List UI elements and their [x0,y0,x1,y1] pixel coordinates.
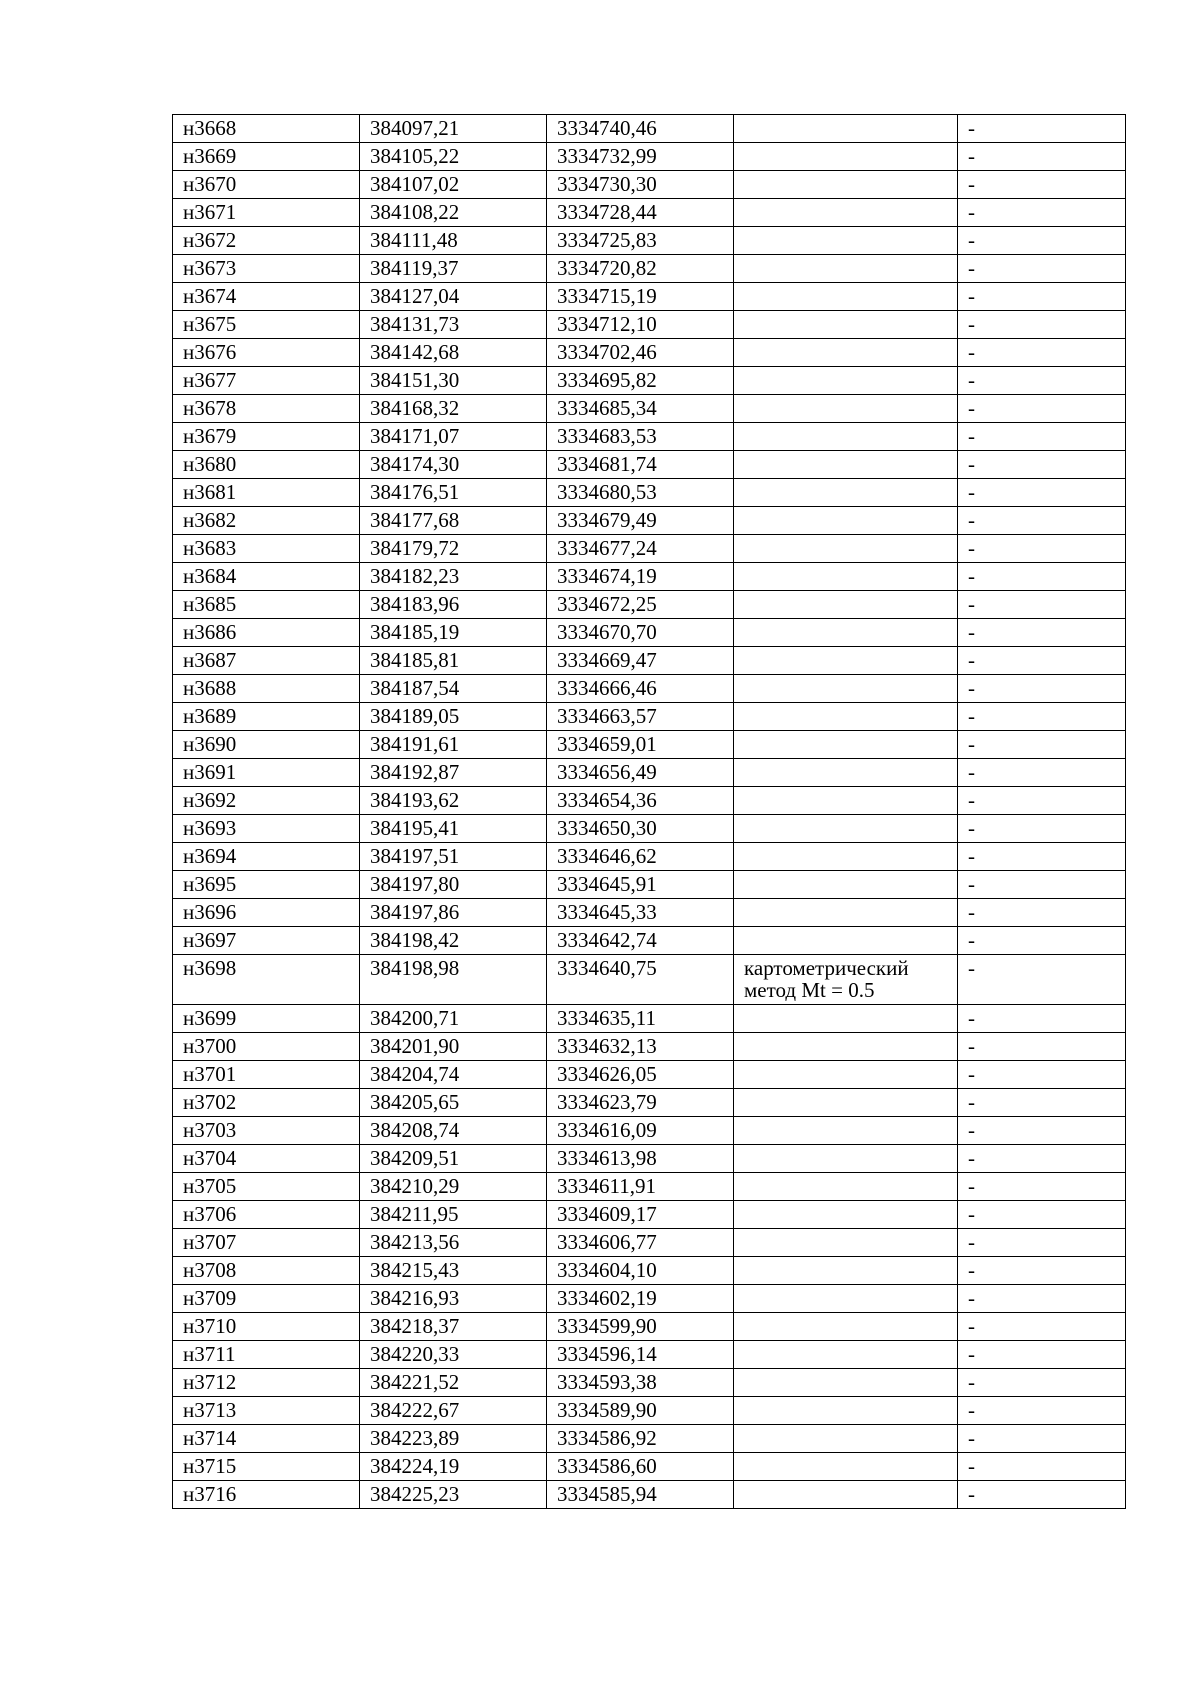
x-coordinate-cell: 384197,86 [360,899,547,927]
table-row [173,1005,1126,1033]
y-coordinate-cell: 3334669,47 [547,647,734,675]
table-row [173,815,1126,843]
table-row [173,1397,1126,1425]
table-row [173,1201,1126,1229]
mark-cell: - [958,759,1126,787]
coordinates-table [172,114,1126,1509]
x-coordinate-cell: 384201,90 [360,1033,547,1061]
point-number-cell: н3671 [173,199,360,227]
x-coordinate-cell: 384174,30 [360,451,547,479]
mark-cell: - [958,199,1126,227]
table-row [173,227,1126,255]
mark-cell: - [958,703,1126,731]
x-coordinate-cell: 384171,07 [360,423,547,451]
y-coordinate-cell: 3334596,14 [547,1341,734,1369]
y-coordinate-cell: 3334656,49 [547,759,734,787]
table-row [173,703,1126,731]
table-row [173,367,1126,395]
point-number-cell: н3670 [173,171,360,199]
method-cell [734,1313,958,1341]
point-number-cell: н3696 [173,899,360,927]
y-coordinate-cell: 3334672,25 [547,591,734,619]
method-cell [734,1201,958,1229]
x-coordinate-cell: 384210,29 [360,1173,547,1201]
x-coordinate-cell: 384119,37 [360,255,547,283]
method-cell [734,787,958,815]
point-number-cell: н3715 [173,1453,360,1481]
method-cell [734,1397,958,1425]
mark-cell: - [958,1201,1126,1229]
point-number-cell: н3690 [173,731,360,759]
mark-cell: - [958,1341,1126,1369]
mark-cell: - [958,1425,1126,1453]
method-cell [734,395,958,423]
table-row [173,1089,1126,1117]
y-coordinate-cell: 3334611,91 [547,1173,734,1201]
method-cell [734,283,958,311]
point-number-cell: н3678 [173,395,360,423]
point-number-cell: н3680 [173,451,360,479]
mark-cell: - [958,339,1126,367]
method-cell [734,1005,958,1033]
coordinates-table-body [173,115,1126,1509]
x-coordinate-cell: 384176,51 [360,479,547,507]
point-number-cell: н3695 [173,871,360,899]
method-cell [734,479,958,507]
table-row [173,927,1126,955]
mark-cell: - [958,227,1126,255]
method-cell [734,367,958,395]
method-cell [734,619,958,647]
mark-cell: - [958,1145,1126,1173]
method-cell [734,1369,958,1397]
x-coordinate-cell: 384187,54 [360,675,547,703]
method-cell [734,703,958,731]
x-coordinate-cell: 384208,74 [360,1117,547,1145]
y-coordinate-cell: 3334593,38 [547,1369,734,1397]
mark-cell: - [958,1453,1126,1481]
y-coordinate-cell: 3334609,17 [547,1201,734,1229]
x-coordinate-cell: 384224,19 [360,1453,547,1481]
mark-cell: - [958,619,1126,647]
x-coordinate-cell: 384183,96 [360,591,547,619]
table-row [173,1369,1126,1397]
y-coordinate-cell: 3334650,30 [547,815,734,843]
x-coordinate-cell: 384105,22 [360,143,547,171]
mark-cell: - [958,591,1126,619]
point-number-cell: н3708 [173,1257,360,1285]
method-cell [734,843,958,871]
method-cell [734,1425,958,1453]
y-coordinate-cell: 3334586,92 [547,1425,734,1453]
table-row [173,199,1126,227]
mark-cell: - [958,871,1126,899]
table-row [173,955,1126,1005]
x-coordinate-cell: 384218,37 [360,1313,547,1341]
table-row [173,507,1126,535]
table-row [173,255,1126,283]
y-coordinate-cell: 3334715,19 [547,283,734,311]
point-number-cell: н3674 [173,283,360,311]
table-row [173,647,1126,675]
x-coordinate-cell: 384222,67 [360,1397,547,1425]
mark-cell: - [958,1481,1126,1509]
x-coordinate-cell: 384107,02 [360,171,547,199]
table-row [173,1229,1126,1257]
method-cell [734,1117,958,1145]
mark-cell: - [958,283,1126,311]
mark-cell: - [958,899,1126,927]
y-coordinate-cell: 3334659,01 [547,731,734,759]
y-coordinate-cell: 3334616,09 [547,1117,734,1145]
table-row [173,1257,1126,1285]
method-cell [734,1145,958,1173]
table-row [173,1453,1126,1481]
y-coordinate-cell: 3334681,74 [547,451,734,479]
x-coordinate-cell: 384197,80 [360,871,547,899]
point-number-cell: н3669 [173,143,360,171]
point-number-cell: н3689 [173,703,360,731]
mark-cell: - [958,423,1126,451]
method-cell [734,1257,958,1285]
x-coordinate-cell: 384211,95 [360,1201,547,1229]
point-number-cell: н3709 [173,1285,360,1313]
table-row [173,1481,1126,1509]
x-coordinate-cell: 384179,72 [360,535,547,563]
method-cell: картометрический метод Mt = 0.5 [734,955,958,1005]
mark-cell: - [958,115,1126,143]
point-number-cell: н3706 [173,1201,360,1229]
table-row [173,339,1126,367]
point-number-cell: н3676 [173,339,360,367]
x-coordinate-cell: 384198,42 [360,927,547,955]
method-cell [734,591,958,619]
point-number-cell: н3707 [173,1229,360,1257]
point-number-cell: н3716 [173,1481,360,1509]
point-number-cell: н3699 [173,1005,360,1033]
mark-cell: - [958,815,1126,843]
mark-cell: - [958,367,1126,395]
table-row [173,759,1126,787]
method-cell [734,535,958,563]
y-coordinate-cell: 3334654,36 [547,787,734,815]
x-coordinate-cell: 384108,22 [360,199,547,227]
x-coordinate-cell: 384127,04 [360,283,547,311]
mark-cell: - [958,507,1126,535]
method-cell [734,199,958,227]
x-coordinate-cell: 384221,52 [360,1369,547,1397]
table-row [173,115,1126,143]
point-number-cell: н3683 [173,535,360,563]
point-number-cell: н3691 [173,759,360,787]
table-row [173,787,1126,815]
method-cell [734,451,958,479]
mark-cell: - [958,1033,1126,1061]
point-number-cell: н3668 [173,115,360,143]
mark-cell: - [958,451,1126,479]
point-number-cell: н3686 [173,619,360,647]
point-number-cell: н3698 [173,955,360,1005]
mark-cell: - [958,955,1126,1005]
method-cell [734,759,958,787]
method-cell [734,1285,958,1313]
x-coordinate-cell: 384195,41 [360,815,547,843]
x-coordinate-cell: 384131,73 [360,311,547,339]
x-coordinate-cell: 384209,51 [360,1145,547,1173]
method-cell [734,255,958,283]
x-coordinate-cell: 384168,32 [360,395,547,423]
mark-cell: - [958,479,1126,507]
method-cell [734,1033,958,1061]
point-number-cell: н3687 [173,647,360,675]
y-coordinate-cell: 3334674,19 [547,563,734,591]
point-number-cell: н3684 [173,563,360,591]
y-coordinate-cell: 3334613,98 [547,1145,734,1173]
x-coordinate-cell: 384191,61 [360,731,547,759]
table-row [173,535,1126,563]
x-coordinate-cell: 384213,56 [360,1229,547,1257]
mark-cell: - [958,1313,1126,1341]
table-row [173,563,1126,591]
point-number-cell: н3673 [173,255,360,283]
y-coordinate-cell: 3334730,30 [547,171,734,199]
point-number-cell: н3677 [173,367,360,395]
point-number-cell: н3679 [173,423,360,451]
table-row [173,899,1126,927]
y-coordinate-cell: 3334642,74 [547,927,734,955]
y-coordinate-cell: 3334720,82 [547,255,734,283]
y-coordinate-cell: 3334589,90 [547,1397,734,1425]
mark-cell: - [958,171,1126,199]
mark-cell: - [958,1117,1126,1145]
y-coordinate-cell: 3334685,34 [547,395,734,423]
table-row [173,171,1126,199]
method-cell [734,143,958,171]
y-coordinate-cell: 3334683,53 [547,423,734,451]
table-row [173,675,1126,703]
y-coordinate-cell: 3334728,44 [547,199,734,227]
point-number-cell: н3705 [173,1173,360,1201]
method-cell [734,339,958,367]
y-coordinate-cell: 3334732,99 [547,143,734,171]
y-coordinate-cell: 3334679,49 [547,507,734,535]
method-cell [734,647,958,675]
method-cell [734,1229,958,1257]
table-row [173,143,1126,171]
table-row [173,1341,1126,1369]
method-cell [734,1089,958,1117]
point-number-cell: н3697 [173,927,360,955]
y-coordinate-cell: 3334645,33 [547,899,734,927]
mark-cell: - [958,647,1126,675]
table-row [173,731,1126,759]
method-cell [734,1173,958,1201]
point-number-cell: н3710 [173,1313,360,1341]
y-coordinate-cell: 3334586,60 [547,1453,734,1481]
mark-cell: - [958,1397,1126,1425]
point-number-cell: н3685 [173,591,360,619]
method-cell [734,311,958,339]
mark-cell: - [958,1369,1126,1397]
mark-cell: - [958,787,1126,815]
mark-cell: - [958,1229,1126,1257]
mark-cell: - [958,1061,1126,1089]
point-number-cell: н3682 [173,507,360,535]
y-coordinate-cell: 3334646,62 [547,843,734,871]
y-coordinate-cell: 3334666,46 [547,675,734,703]
table-row [173,479,1126,507]
mark-cell: - [958,1173,1126,1201]
point-number-cell: н3704 [173,1145,360,1173]
point-number-cell: н3701 [173,1061,360,1089]
x-coordinate-cell: 384193,62 [360,787,547,815]
mark-cell: - [958,1005,1126,1033]
table-row [173,1117,1126,1145]
method-cell [734,927,958,955]
y-coordinate-cell: 3334680,53 [547,479,734,507]
mark-cell: - [958,843,1126,871]
point-number-cell: н3712 [173,1369,360,1397]
x-coordinate-cell: 384192,87 [360,759,547,787]
y-coordinate-cell: 3334599,90 [547,1313,734,1341]
y-coordinate-cell: 3334725,83 [547,227,734,255]
method-cell [734,675,958,703]
mark-cell: - [958,675,1126,703]
x-coordinate-cell: 384142,68 [360,339,547,367]
point-number-cell: н3711 [173,1341,360,1369]
method-cell [734,507,958,535]
mark-cell: - [958,255,1126,283]
y-coordinate-cell: 3334663,57 [547,703,734,731]
y-coordinate-cell: 3334635,11 [547,1005,734,1033]
method-cell [734,171,958,199]
table-row [173,1285,1126,1313]
x-coordinate-cell: 384198,98 [360,955,547,1005]
point-number-cell: н3703 [173,1117,360,1145]
y-coordinate-cell: 3334623,79 [547,1089,734,1117]
y-coordinate-cell: 3334677,24 [547,535,734,563]
x-coordinate-cell: 384216,93 [360,1285,547,1313]
table-row [173,843,1126,871]
x-coordinate-cell: 384223,89 [360,1425,547,1453]
table-row [173,871,1126,899]
table-row [173,1061,1126,1089]
y-coordinate-cell: 3334604,10 [547,1257,734,1285]
mark-cell: - [958,731,1126,759]
x-coordinate-cell: 384220,33 [360,1341,547,1369]
x-coordinate-cell: 384197,51 [360,843,547,871]
mark-cell: - [958,535,1126,563]
method-cell [734,1453,958,1481]
y-coordinate-cell: 3334626,05 [547,1061,734,1089]
point-number-cell: н3694 [173,843,360,871]
point-number-cell: н3681 [173,479,360,507]
x-coordinate-cell: 384204,74 [360,1061,547,1089]
mark-cell: - [958,563,1126,591]
x-coordinate-cell: 384097,21 [360,115,547,143]
method-cell [734,423,958,451]
mark-cell: - [958,311,1126,339]
table-row [173,619,1126,647]
point-number-cell: н3714 [173,1425,360,1453]
table-row [173,591,1126,619]
mark-cell: - [958,1257,1126,1285]
point-number-cell: н3693 [173,815,360,843]
x-coordinate-cell: 384185,19 [360,619,547,647]
point-number-cell: н3672 [173,227,360,255]
point-number-cell: н3700 [173,1033,360,1061]
mark-cell: - [958,143,1126,171]
x-coordinate-cell: 384151,30 [360,367,547,395]
y-coordinate-cell: 3334695,82 [547,367,734,395]
table-row [173,1033,1126,1061]
y-coordinate-cell: 3334606,77 [547,1229,734,1257]
point-number-cell: н3675 [173,311,360,339]
point-number-cell: н3713 [173,1397,360,1425]
x-coordinate-cell: 384215,43 [360,1257,547,1285]
point-number-cell: н3688 [173,675,360,703]
x-coordinate-cell: 384182,23 [360,563,547,591]
y-coordinate-cell: 3334740,46 [547,115,734,143]
table-row [173,451,1126,479]
table-row [173,395,1126,423]
table-row [173,423,1126,451]
y-coordinate-cell: 3334640,75 [547,955,734,1005]
x-coordinate-cell: 384177,68 [360,507,547,535]
table-row [173,1173,1126,1201]
y-coordinate-cell: 3334632,13 [547,1033,734,1061]
y-coordinate-cell: 3334670,70 [547,619,734,647]
method-cell [734,115,958,143]
x-coordinate-cell: 384185,81 [360,647,547,675]
y-coordinate-cell: 3334702,46 [547,339,734,367]
method-cell [734,1481,958,1509]
table-row [173,1145,1126,1173]
y-coordinate-cell: 3334585,94 [547,1481,734,1509]
x-coordinate-cell: 384200,71 [360,1005,547,1033]
method-cell [734,731,958,759]
y-coordinate-cell: 3334645,91 [547,871,734,899]
point-number-cell: н3692 [173,787,360,815]
table-row [173,283,1126,311]
x-coordinate-cell: 384111,48 [360,227,547,255]
mark-cell: - [958,1285,1126,1313]
mark-cell: - [958,927,1126,955]
table-row [173,1425,1126,1453]
y-coordinate-cell: 3334712,10 [547,311,734,339]
y-coordinate-cell: 3334602,19 [547,1285,734,1313]
mark-cell: - [958,1089,1126,1117]
method-cell [734,815,958,843]
x-coordinate-cell: 384189,05 [360,703,547,731]
x-coordinate-cell: 384225,23 [360,1481,547,1509]
method-cell [734,1341,958,1369]
table-row [173,311,1126,339]
method-cell [734,1061,958,1089]
point-number-cell: н3702 [173,1089,360,1117]
table-row [173,1313,1126,1341]
x-coordinate-cell: 384205,65 [360,1089,547,1117]
method-cell [734,563,958,591]
method-cell [734,899,958,927]
mark-cell: - [958,395,1126,423]
method-cell [734,227,958,255]
method-cell [734,871,958,899]
